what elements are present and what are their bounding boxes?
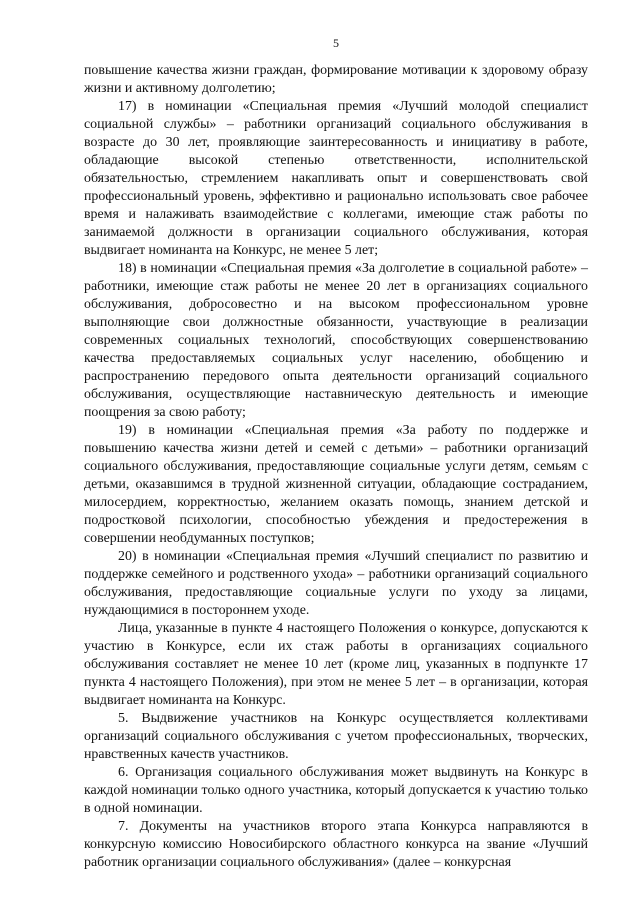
paragraph-item-18: 18) в номинации «Специальная премия «За долголетие в социальной работе» – работники, имеющие стаж работы не менее 20 лет в организациях социального обслуживания, добросовестно и на высоком профессиональном уровне выполняющие свои должностные обязанности, участвующие в реализации современных социальных технологий, способствующих совершенствованию качества предоставляемых социальных услуг населению, обобщению и распространению передового опыта деятельности организаций социального обслуживания, осуществляющие наставническую деятельность и имеющие поощрения за свою работу; xyxy=(84,261,588,420)
page-number: 5 xyxy=(333,36,339,50)
paragraph-item-19: 19) в номинации «Специальная премия «За работу по поддержке и повышению качества жизни детей и семей с детьми» – работники организаций социального обслуживания, предоставляющие социальные услуги детям, семьям с детьми, оказавшимся в трудной жизненной ситуации, обладающие состраданием, милосердием, корректностью, желанием оказать помощь, знанием детской и подростковой психологии, способностью убеждения и предостережения в совершении необдуманных поступков; xyxy=(84,423,588,546)
paragraph-clause-5: 5. Выдвижение участников на Конкурс осуществляется коллективами организаций социального обслуживания с учетом профессиональных, творческих, нравственных качеств участников. xyxy=(84,711,588,762)
paragraph-clause-7: 7. Документы на участников второго этапа Конкурса направляются в конкурсную комиссию Новосибирского областного конкурса на звание «Лучший работник организации социального обслуживания» (далее – конкурсная xyxy=(84,819,588,870)
paragraph-eligibility: Лица, указанные в пункте 4 настоящего Положения о конкурсе, допускаются к участию в Конкурсе, если их стаж работы в организациях социального обслуживания составляет не менее 10 лет (кроме лиц, указанных в подпункте 17 пункта 4 настоящего Положения), при этом не менее 5 лет – в организации, которая выдвигает номинанта на Конкурс. xyxy=(84,621,588,708)
paragraph-item-20: 20) в номинации «Специальная премия «Лучший специалист по развитию и поддержке семейного и родственного ухода» – работники организаций социального обслуживания, предоставляющие социальные услуги по уходу за лицами, нуждающимися в постороннем уходе. xyxy=(84,549,588,618)
document-body xyxy=(84,62,588,872)
paragraph-continuation: повышение качества жизни граждан, формирование мотивации к здоровому образу жизни и активному долголетию; xyxy=(84,63,588,96)
paragraph-clause-6: 6. Организация социального обслуживания может выдвинуть на Конкурс в каждой номинации только одного участника, который допускается к участию только в одной номинации. xyxy=(84,765,588,816)
paragraph-item-17: 17) в номинации «Специальная премия «Лучший молодой специалист социальной службы» – работники организаций социального обслуживания в возрасте до 30 лет, проявляющие заинтересованность и инициативу в работе, обладающие высокой степенью ответственности, исполнительской обязательностью, стремлением накапливать опыт и совершенствовать свой профессиональный уровень, эффективно и рационально использовать свое рабочее время и налаживать взаимодействие с коллегами, имеющие стаж работы по занимаемой должности в организации социального обслуживания, которая выдвигает номинанта на Конкурс, не менее 5 лет; xyxy=(84,99,588,258)
